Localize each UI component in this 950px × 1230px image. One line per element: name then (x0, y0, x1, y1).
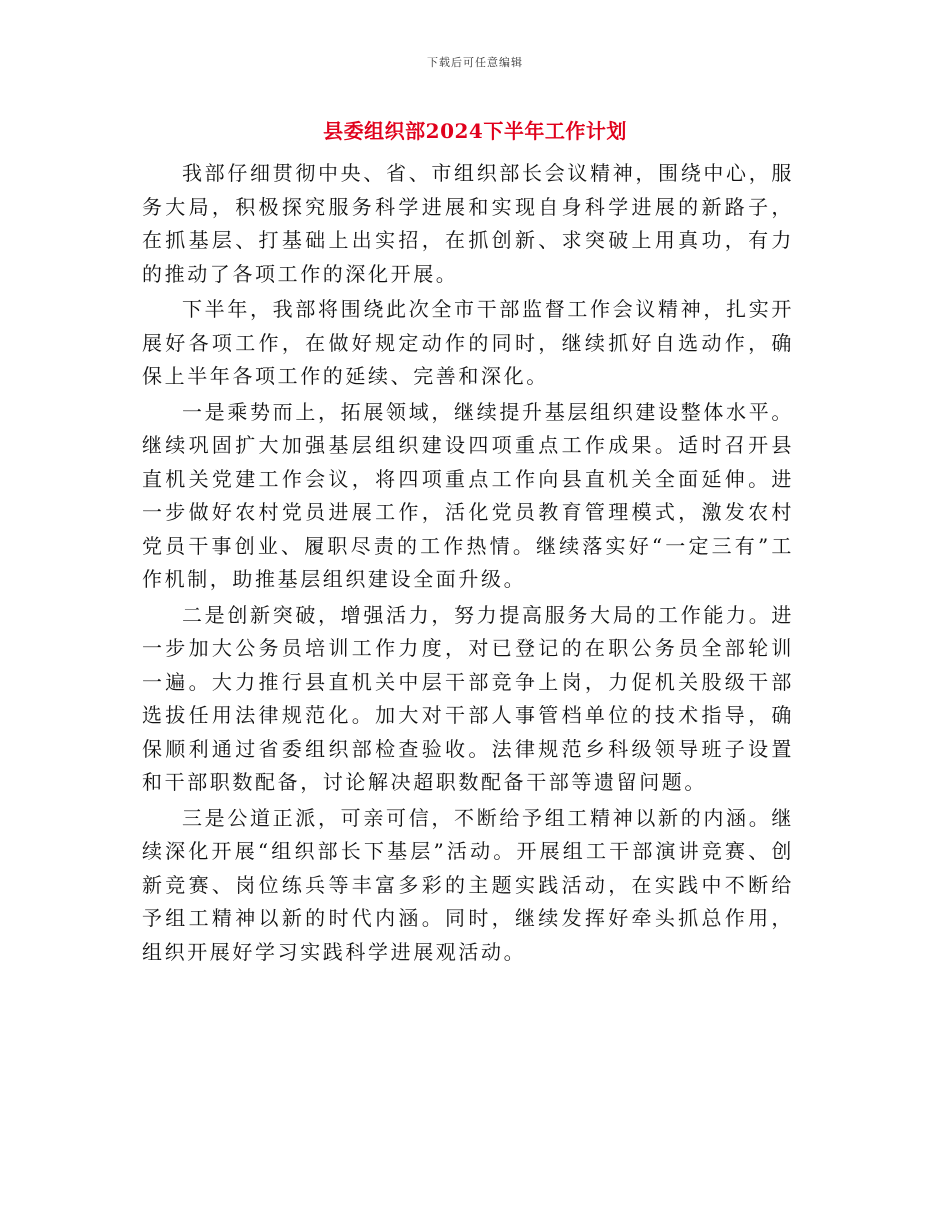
paragraph-point-one: 一是乘势而上，拓展领域，继续提升基层组织建设整体水平。继续巩固扩大加强基层组织建设四项重点工作成果。适时召开县直机关党建工作会议，将四项重点工作向县直机关全面延伸。进一步做好农村党员进展工作，活化党员教育管理模式，激发农村党员干事创业、履职尽责的工作热情。继续落实好“一定三有”工作机制，助推基层组织建设全面升级。 (142, 399, 794, 591)
paragraph-intro: 我部仔细贯彻中央、省、市组织部长会议精神，围绕中心，服务大局，积极探究服务科学进展和实现自身科学进展的新路子，在抓基层、打基础上出实招，在抓创新、求突破上用真功，有力的推动了各项工作的深化开展。 (142, 161, 794, 286)
header-note: 下载后可任意编辑 (427, 56, 523, 69)
paragraph-point-three: 三是公道正派，可亲可信，不断给予组工精神以新的内涵。继续深化开展“组织部长下基层”活动。开展组工干部演讲竞赛、创新竞赛、岗位练兵等丰富多彩的主题实践活动，在实践中不断给予组工精神以新的时代内涵。同时，继续发挥好牵头抓总作用，组织开展好学习实践科学进展观活动。 (142, 805, 794, 964)
paragraph-point-two: 二是创新突破，增强活力，努力提高服务大局的工作能力。进一步加大公务员培训工作力度，对已登记的在职公务员全部轮训一遍。大力推行县直机关中层干部竞争上岗，力促机关股级干部选拔任用法律规范化。加大对干部人事管档单位的技术指导，确保顺利通过省委组织部检查验收。法律规范乡科级领导班子设置和干部职数配备，讨论解决超职数配备干部等遗留问题。 (142, 602, 794, 794)
paragraph-second-half-plan: 下半年，我部将围绕此次全市干部监督工作会议精神，扎实开展好各项工作，在做好规定动作的同时，继续抓好自选动作，确保上半年各项工作的延续、完善和深化。 (142, 297, 794, 388)
document-title: 县委组织部2024下半年工作计划 (323, 119, 627, 143)
document-body (142, 157, 794, 971)
